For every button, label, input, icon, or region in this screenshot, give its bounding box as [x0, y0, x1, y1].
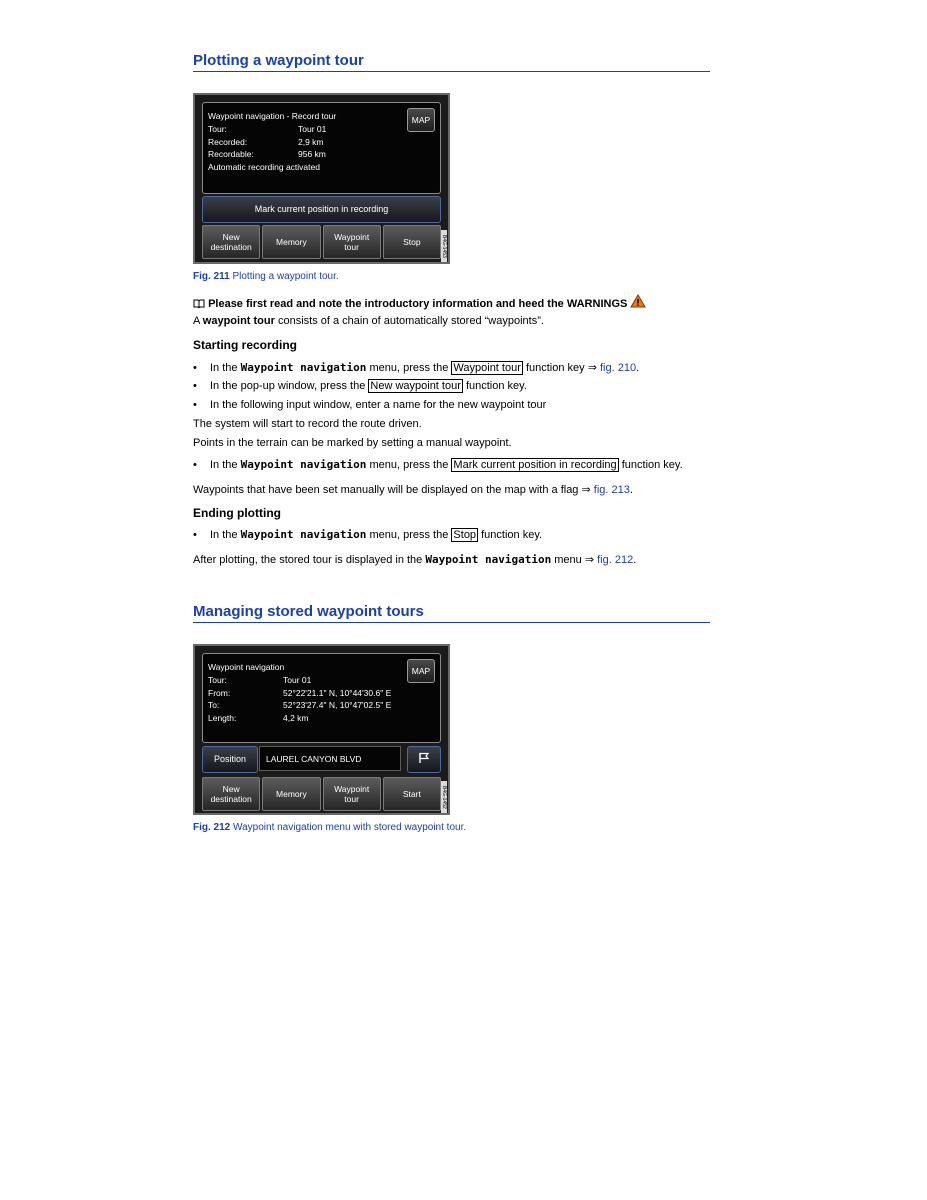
figure-211-screen: [193, 93, 450, 264]
list-item: • In the Waypoint navigation menu, press the Mark current position in recording function key.: [193, 458, 683, 471]
flag-button[interactable]: [407, 746, 441, 773]
info-value: 956 km: [298, 149, 326, 160]
paragraph: The system will start to record the route driven.: [193, 418, 422, 430]
new-destination-key[interactable]: New destination: [202, 777, 260, 811]
figure-212-caption: Fig. 212 Waypoint navigation menu with stored waypoint tour.: [193, 822, 467, 833]
info-label: From:: [208, 687, 231, 698]
fig-212-link[interactable]: fig. 212: [597, 554, 634, 566]
figure-code: B4G-1452: [441, 781, 447, 813]
figure-212-screen: [193, 644, 450, 815]
list-item: • In the pop-up window, press the New waypoint tour function key.: [193, 380, 527, 392]
recording-status: Automatic recording activated: [208, 162, 320, 173]
info-label: Recorded:: [208, 136, 248, 147]
info-label: Length:: [208, 713, 237, 724]
info-label: To:: [208, 700, 220, 711]
figure-code: B4G-1453: [441, 230, 447, 262]
info-label: Tour:: [208, 674, 227, 685]
position-street-field: LAUREL CANYON BLVD: [259, 746, 401, 771]
info-value: 52°22'21.1" N, 10°44'30.6" E: [283, 687, 392, 698]
info-header: Waypoint navigation - Record tour: [208, 111, 337, 121]
info-value: 52°23'27.4" N, 10°47'02.5" E: [283, 700, 392, 711]
record-tour-info-panel: [202, 102, 441, 194]
mark-position-key-label: Mark current position in recording: [453, 459, 617, 471]
info-value: 2,9 km: [298, 136, 324, 147]
start-key[interactable]: Start: [383, 777, 441, 811]
heading-starting-recording: Starting recording: [193, 338, 298, 352]
memory-key[interactable]: Memory: [262, 225, 320, 259]
info-value: 4,2 km: [283, 713, 309, 724]
mark-position-button[interactable]: Mark current position in recording: [202, 196, 441, 223]
fig-210-link[interactable]: fig. 210: [599, 362, 637, 374]
book-icon: [193, 298, 208, 310]
paragraph: After plotting, the stored tour is displayed in the Waypoint navigation menu ⇒ fig. 212.: [193, 553, 637, 566]
waypoint-tour-key-label: Waypoint tour: [453, 362, 521, 374]
heading-ending-plotting: Ending plotting: [193, 506, 281, 520]
figure-211-caption: Fig. 211 Plotting a waypoint tour.: [193, 271, 339, 282]
info-value: Tour 01: [298, 123, 327, 134]
section-title-managing: Managing stored waypoint tours: [193, 603, 710, 623]
stored-tour-info-panel: [202, 653, 441, 743]
warning-note: Please first read and note the introductory information and heed the WARNINGS: [193, 294, 646, 310]
position-button[interactable]: Position: [202, 746, 258, 773]
paragraph: Waypoints that have been set manually will be displayed on the map with a flag ⇒ fig. 213.: [193, 484, 633, 496]
info-value: Tour 01: [283, 674, 312, 685]
intro-paragraph: A waypoint tour consists of a chain of automatically stored “waypoints”.: [193, 315, 544, 327]
memory-key[interactable]: Memory: [262, 777, 320, 811]
list-item: • In the Waypoint navigation menu, press the Waypoint tour function key ⇒ fig. 210.: [193, 361, 640, 374]
paragraph: Points in the terrain can be marked by setting a manual waypoint.: [193, 437, 512, 449]
list-item: • In the following input window, enter a name for the new waypoint tour: [193, 399, 547, 411]
info-label: Recordable:: [208, 149, 254, 160]
info-header: Waypoint navigation: [208, 662, 285, 672]
list-item: • In the Waypoint navigation menu, press the Stop function key.: [193, 528, 543, 541]
new-waypoint-tour-key-label: New waypoint tour: [370, 380, 461, 392]
warning-triangle-icon: [630, 298, 646, 310]
map-button[interactable]: MAP: [407, 659, 435, 683]
fig-213-link[interactable]: fig. 213: [593, 484, 630, 496]
new-destination-key[interactable]: New destination: [202, 225, 260, 259]
map-button[interactable]: MAP: [407, 108, 435, 132]
info-label: Tour:: [208, 123, 227, 134]
waypoint-tour-key[interactable]: Waypoint tour: [323, 777, 381, 811]
waypoint-tour-key[interactable]: Waypoint tour: [323, 225, 381, 259]
flag-icon: [418, 754, 430, 764]
stop-key[interactable]: Stop: [383, 225, 441, 259]
stop-key-label: Stop: [453, 529, 477, 541]
section-title-plotting: Plotting a waypoint tour: [193, 52, 710, 72]
